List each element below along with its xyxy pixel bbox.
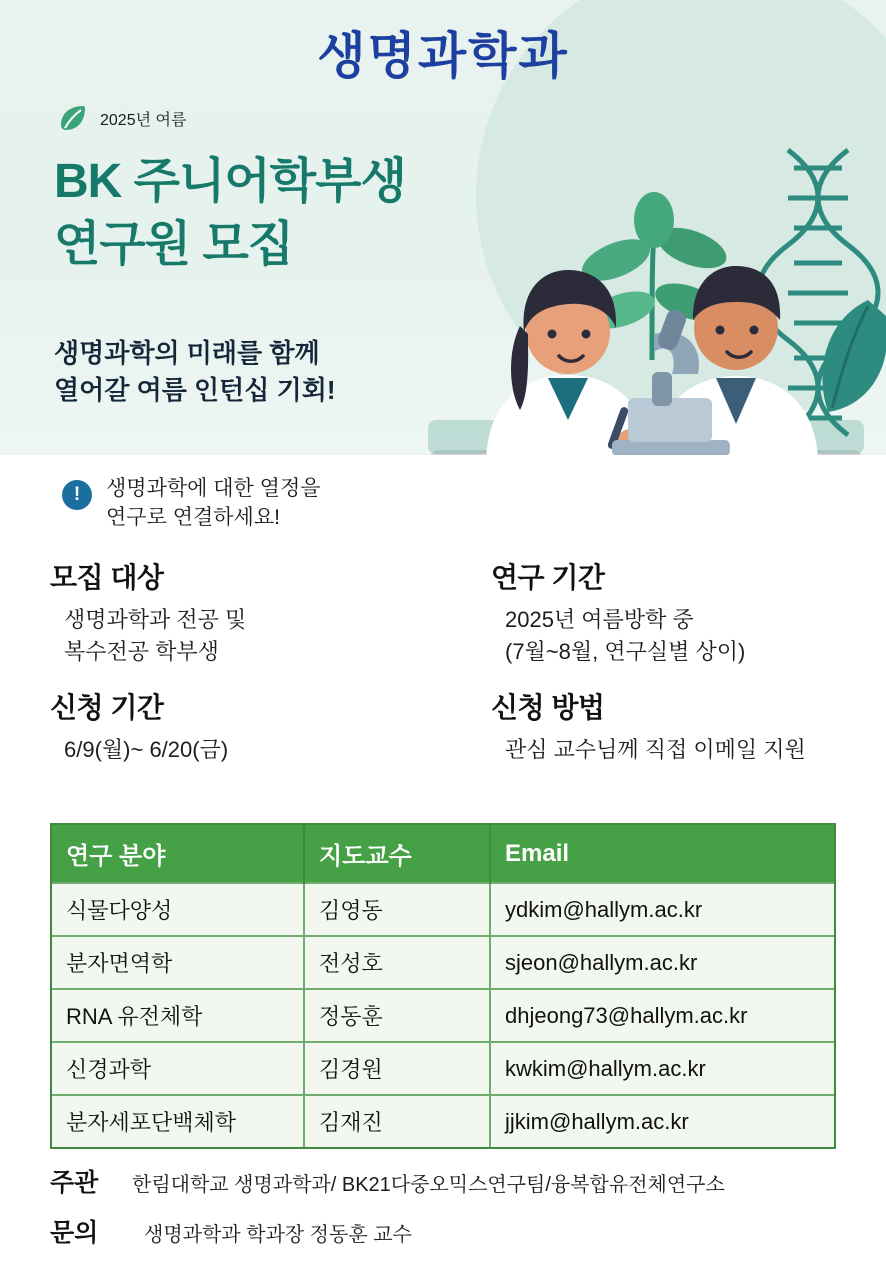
footer — [50, 1163, 850, 1263]
poster-subtitle — [54, 335, 336, 409]
table-row — [52, 883, 834, 936]
target-line1: 생명과학과 전공 및 — [64, 607, 247, 632]
professor-table — [50, 823, 836, 1149]
subtitle-line2: 열어갈 여름 인턴십 기회! — [54, 374, 336, 405]
column-header-professor: 지도교수 — [304, 825, 490, 883]
large-leaf-icon — [822, 300, 886, 412]
table-row — [52, 1095, 834, 1147]
cell-field: 신경과학 — [52, 1042, 304, 1095]
leaf-icon — [58, 103, 88, 133]
footer-host-row — [50, 1163, 850, 1199]
period-line2: (7월~8월, 연구실별 상이) — [505, 638, 746, 664]
table-row — [52, 989, 834, 1042]
table-row — [52, 936, 834, 989]
period-heading: 연구 기간 — [491, 562, 605, 593]
info-icon: ! — [62, 480, 92, 510]
cell-professor: 김경원 — [304, 1042, 490, 1095]
period-line1: 2025년 여름방학 중 — [505, 607, 694, 632]
info-apply-period — [50, 686, 443, 766]
info-row-1 — [0, 556, 886, 668]
footer-contact-row — [50, 1213, 850, 1249]
info-section — [0, 556, 886, 784]
department-title: 생명과학과 — [317, 28, 569, 84]
cell-field: 식물다양성 — [52, 883, 304, 936]
callout-line2: 연구로 연결하세요! — [106, 505, 280, 529]
column-header-email: Email — [490, 825, 834, 883]
apply-method-value: 관심 교수님께 직접 이메일 지원 — [505, 736, 806, 762]
target-body — [50, 604, 443, 668]
callout-line1: 생명과학에 대한 열정을 — [106, 477, 321, 500]
target-line2: 복수전공 학부생 — [64, 638, 219, 664]
callout-text — [106, 472, 321, 533]
cell-field: 분자면역학 — [52, 936, 304, 989]
cell-email[interactable]: jjkim@hallym.ac.kr — [490, 1095, 834, 1147]
main-title-line2: 연구원 모집 — [54, 218, 294, 272]
cell-field: 분자세포단백체학 — [52, 1095, 304, 1147]
info-target — [50, 556, 443, 668]
season-badge — [58, 103, 186, 133]
apply-period-value: 6/9(월)~ 6/20(금) — [64, 736, 229, 762]
period-body — [491, 604, 836, 668]
cell-professor: 김재진 — [304, 1095, 490, 1147]
contact-label: 문의 — [50, 1219, 99, 1247]
apply-method-heading: 신청 방법 — [491, 691, 605, 723]
poster-main-title — [54, 150, 406, 277]
main-title-line1: BK 주니어학부생 — [54, 155, 406, 208]
researchers-illustration — [416, 120, 886, 455]
target-heading: 모집 대상 — [50, 562, 164, 593]
cell-email[interactable]: dhjeong73@hallym.ac.kr — [490, 989, 834, 1042]
contact-value: 생명과학과 학과장 정동훈 교수 — [144, 1224, 412, 1246]
season-label: 2025년 여름 — [100, 111, 187, 129]
cell-email[interactable]: ydkim@hallym.ac.kr — [490, 883, 834, 936]
cell-field: RNA 유전체학 — [52, 989, 304, 1042]
table-header-row — [52, 825, 834, 883]
info-apply-method — [443, 686, 836, 766]
info-row-2 — [0, 686, 886, 766]
host-value: 한림대학교 생명과학과/ BK21다중오믹스연구팀/융복합유전체연구소 — [132, 1174, 725, 1196]
callout — [62, 472, 321, 533]
cell-email[interactable]: sjeon@hallym.ac.kr — [490, 936, 834, 989]
hero-banner — [0, 0, 886, 455]
apply-period-heading: 신청 기간 — [50, 691, 164, 723]
host-label: 주관 — [50, 1169, 99, 1197]
column-header-field: 연구 분야 — [52, 825, 304, 883]
cell-email[interactable]: kwkim@hallym.ac.kr — [490, 1042, 834, 1095]
cell-professor: 전성호 — [304, 936, 490, 989]
table-row — [52, 1042, 834, 1095]
cell-professor: 김영동 — [304, 883, 490, 936]
cell-professor: 정동훈 — [304, 989, 490, 1042]
subtitle-line1: 생명과학의 미래를 함께 — [54, 338, 320, 368]
info-period — [443, 556, 836, 668]
